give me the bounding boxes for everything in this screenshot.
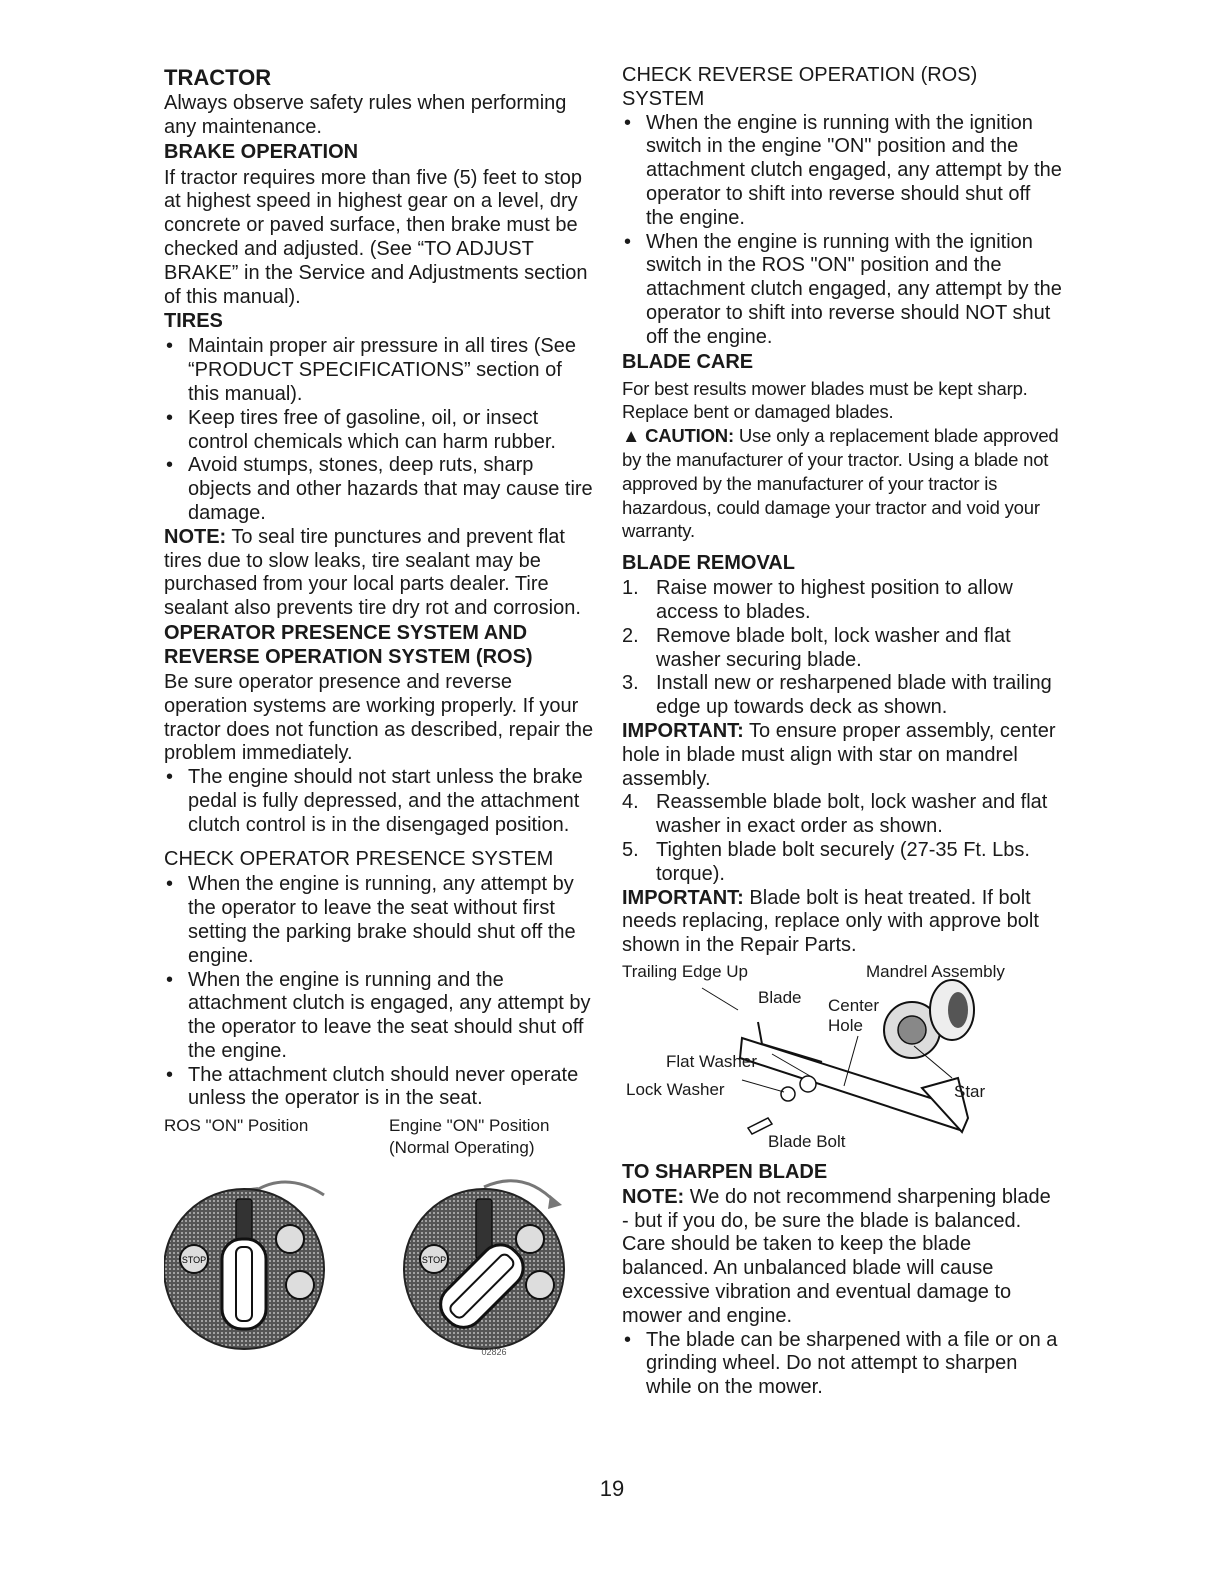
mandrel-label: Mandrel Assembly [866, 961, 1005, 981]
step-text: Install new or resharpened blade with trailing edge up towards deck as shown. [656, 672, 1052, 719]
important-label: IMPORTANT: [622, 719, 744, 742]
step-text: Reassemble blade bolt, lock washer and flat washer in exact order as shown. [656, 791, 1048, 838]
list-item: • Keep tires free of gasoline, oil, or insect control chemicals which can harm rubber. [164, 407, 594, 455]
figure-code: 02826 [481, 1347, 507, 1358]
tires-heading: TIRES [164, 310, 223, 333]
step-number: 3. [622, 672, 639, 695]
caution-body: Use only a replacement blade approved by the manufacturer of your tractor. Using a blade not approved by the manufacturer of your tractor is hazardous, could damage your tractor and void your warranty. [622, 425, 1059, 542]
note-text: To seal tire punctures and prevent flat tires due to slow leaks, tire sealant may be purchased from your local parts dealer. Tire sealant also prevents tire dry rot and corrosion. [164, 525, 581, 620]
note-label: NOTE: [622, 1185, 685, 1208]
ops-heading: OPERATOR PRESENCE SYSTEM AND REVERSE OPERATION SYSTEM (ROS) [164, 621, 533, 668]
ros-switch-icon [164, 1182, 324, 1349]
list-item: • The blade can be sharpened with a file or on a grinding wheel. Do not attempt to sharpen while on the mower. [622, 1329, 1062, 1400]
note-label: NOTE: [164, 525, 227, 548]
stop-label: STOP [421, 1255, 447, 1266]
list-item: • Maintain proper air pressure in all tires (See “PRODUCT SPECIFICATIONS” section of this manual). [164, 335, 594, 406]
list-item: • Avoid stumps, stones, deep ruts, sharp objects and other hazards that may cause tire damage. [164, 454, 594, 525]
step-text: Remove blade bolt, lock washer and flat washer securing blade. [656, 624, 1011, 671]
intro-text: Always observe safety rules when performing any maintenance. [164, 92, 567, 138]
blade-removal-heading: BLADE REMOVAL [622, 552, 795, 575]
important-label: IMPORTANT: [622, 886, 744, 909]
switch-labels [164, 1115, 594, 1159]
tires-list [164, 335, 594, 525]
note-text: We do not recommend sharpening blade - but if you do, be sure the blade is balanced. [622, 1185, 1051, 1232]
ops-text: Be sure operator presence and reverse operation systems are working properly. If your tractor does not function as described, repair the problem immediately. [164, 670, 594, 765]
list-item: • The engine should not start unless the brake pedal is fully depressed, and the attachment clutch control is in the disengaged position. [164, 766, 594, 837]
right-column [622, 64, 1062, 1400]
stop-label: STOP [181, 1255, 207, 1266]
list-item: • When the engine is running, any attempt by the operator to leave the seat without first setting the parking brake should shut off the engine. [164, 873, 594, 968]
list-item: • When the engine is running with the ignition switch in the ROS "ON" position and the attachment clutch engaged, any attempt by the operator to shift into reverse should NOT shut off the engine. [622, 231, 1062, 350]
list-item [622, 672, 1062, 720]
lock-washer-label: Lock Washer [626, 1079, 725, 1099]
section-title: TRACTOR [164, 65, 272, 90]
engine-switch-icon [404, 1181, 564, 1357]
page-number: 19 [599, 1476, 625, 1501]
list-item [622, 625, 1062, 673]
list-item: • When the engine is running and the attachment clutch is engaged, any attempt by the operator to leave the seat should shut off the engine. [164, 969, 594, 1064]
blade-care-heading: BLADE CARE [622, 350, 754, 373]
step-number: 5. [622, 838, 639, 861]
removal-steps-2 [622, 791, 1062, 886]
engine-position-label: Engine "ON" Position (Normal Operating) [389, 1116, 550, 1158]
caution-label: CAUTION: [645, 425, 734, 447]
flat-washer-label: Flat Washer [666, 1051, 758, 1071]
blade-care-text: For best results mower blades must be kept sharp. Replace bent or damaged blades. [622, 377, 1028, 423]
ignition-switch-illustration [164, 1159, 594, 1359]
check-ros-heading: CHECK REVERSE OPERATION (ROS) SYSTEM [622, 64, 978, 110]
ignition-switch-figure [164, 1159, 594, 1359]
caution-text [622, 424, 1062, 543]
sharpen-list [622, 1329, 1062, 1400]
important-note-2 [622, 887, 1062, 958]
important-note-1 [622, 720, 1062, 791]
check-ros-list [622, 112, 1062, 350]
sharpen-text: Care should be taken to keep the blade balanced. An unbalanced blade will cause excessive vibration and eventual damage to mower and engine. [622, 1233, 1012, 1327]
step-number: 2. [622, 624, 639, 647]
list-item: • The attachment clutch should never operate unless the operator is in the seat. [164, 1064, 594, 1112]
left-column [164, 64, 594, 1359]
warning-icon: ▲ [622, 425, 641, 447]
tires-note [164, 526, 594, 621]
list-item: • When the engine is running with the ignition switch in the engine "ON" position and the attachment clutch engaged, any attempt by the operator to shift into reverse should shut off the engine. [622, 112, 1062, 231]
brake-heading: BRAKE OPERATION [164, 140, 359, 163]
ros-position-label: ROS "ON" Position [164, 1116, 309, 1136]
removal-steps [622, 577, 1062, 720]
list-item [622, 577, 1062, 625]
trailing-edge-label: Trailing Edge Up [622, 961, 748, 981]
blade-bolt-label: Blade Bolt [768, 1131, 846, 1151]
step-text: Raise mower to highest position to allow access to blades. [656, 577, 1013, 623]
blade-label: Blade [758, 987, 802, 1007]
check-ops-heading: CHECK OPERATOR PRESENCE SYSTEM [164, 847, 554, 870]
step-text: Tighten blade bolt securely (27-35 Ft. Lbs. torque). [656, 838, 1030, 885]
list-item [622, 839, 1062, 887]
blade-assembly-figure [622, 958, 1062, 1158]
sharpen-note [622, 1186, 1062, 1234]
important-text: Blade bolt is heat treated. If bolt needs replacing, replace only with approve bolt shown in the Repair Parts. [622, 886, 1039, 957]
check-ops-list [164, 873, 594, 1111]
brake-text: If tractor requires more than five (5) feet to stop at highest speed in highest gear on a level, dry concrete or paved surface, then brake must be checked and adjusted. (See “TO ADJUST BRAKE” in the Service and Adjustments section of this manual). [164, 166, 588, 308]
sharpen-heading: TO SHARPEN BLADE [622, 1160, 828, 1183]
step-number: 1. [622, 577, 639, 600]
star-label: Star [954, 1081, 986, 1101]
step-number: 4. [622, 791, 639, 814]
ops-list [164, 766, 594, 837]
center-hole-label: Center Hole [828, 995, 880, 1035]
list-item [622, 791, 1062, 839]
important-text: To ensure proper assembly, center hole in blade must align with star on mandrel assembly. [622, 719, 1056, 790]
